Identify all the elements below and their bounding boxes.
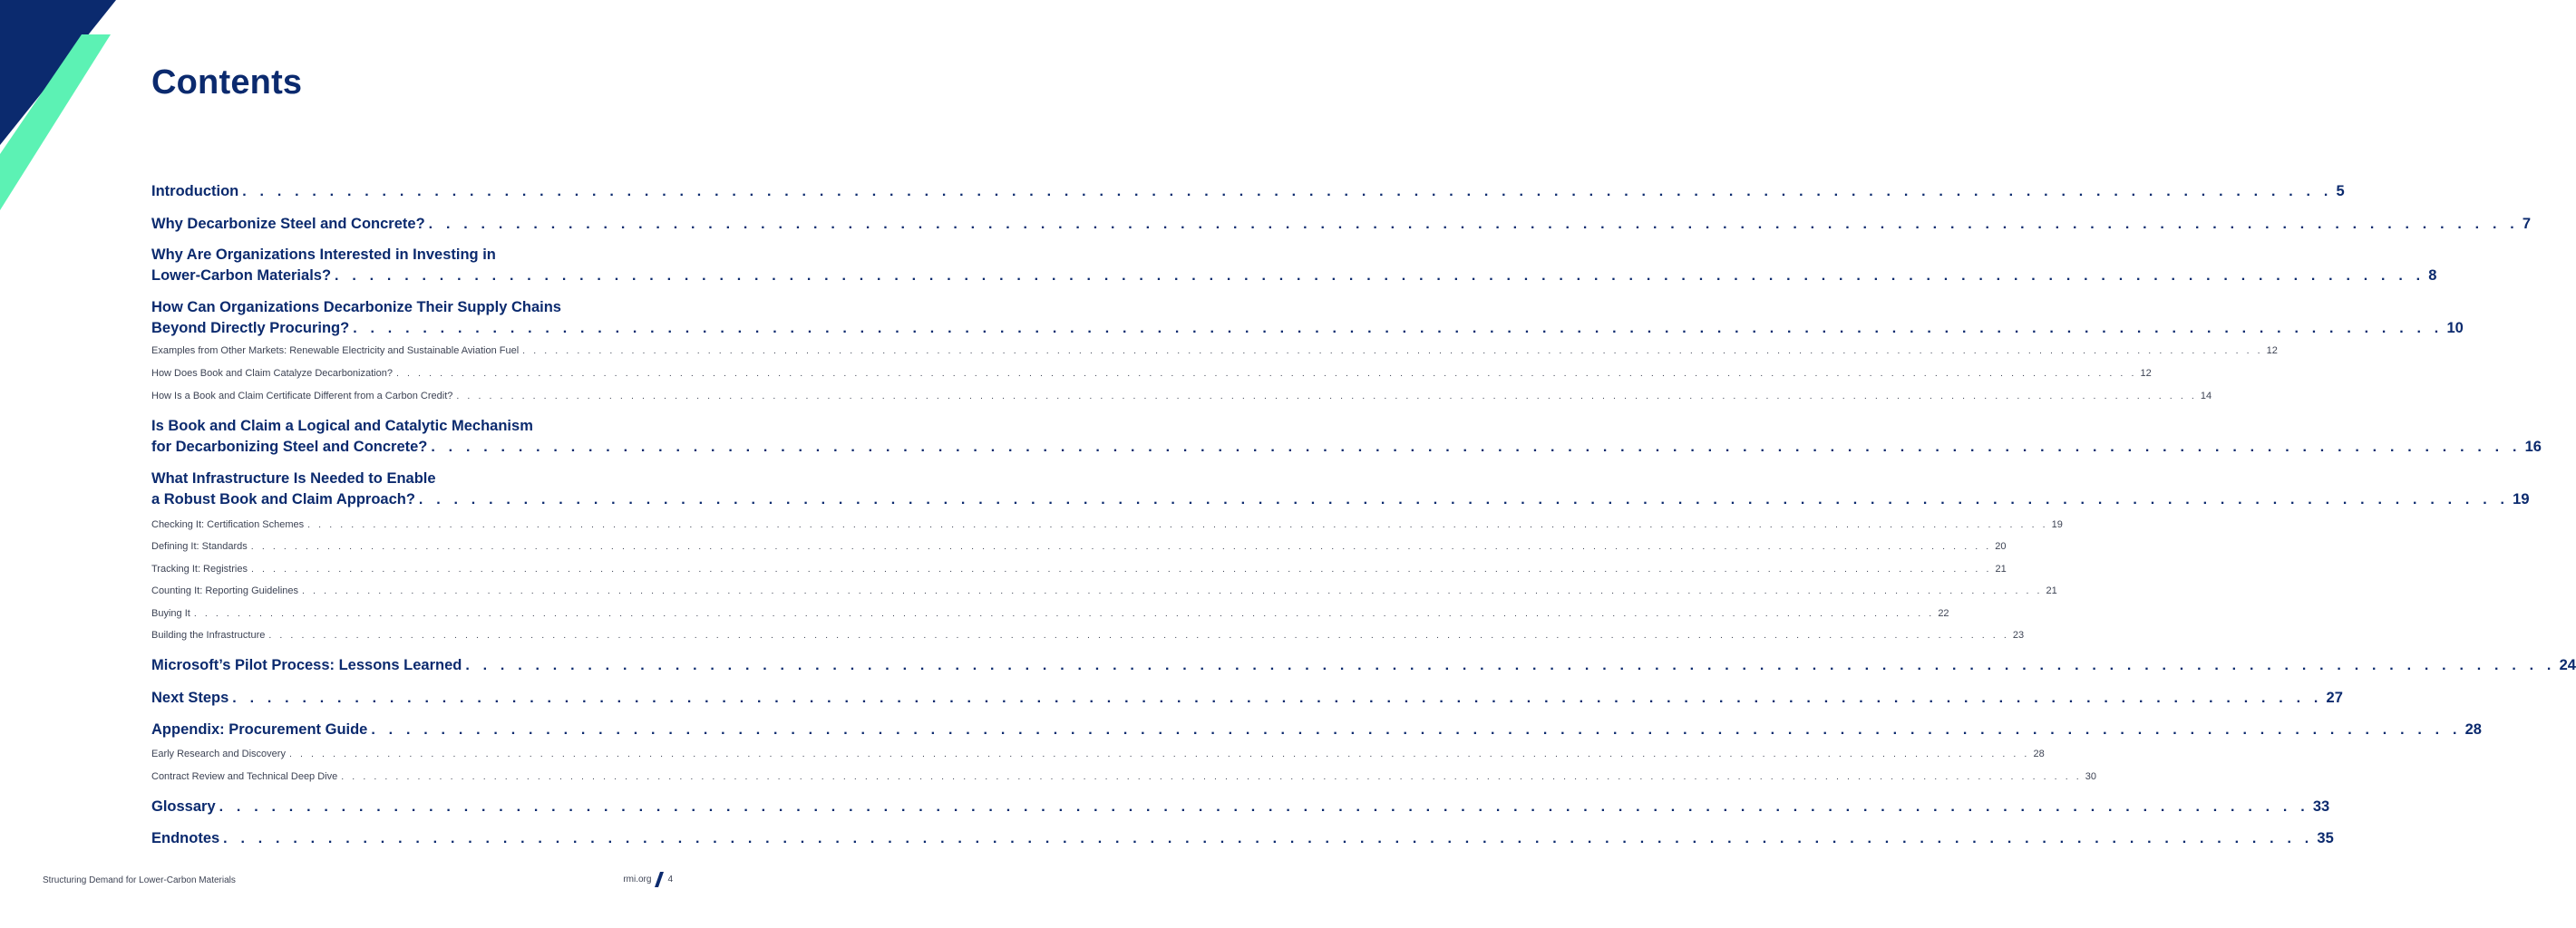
toc-entry-line [151, 796, 2330, 816]
toc-entry[interactable] [151, 416, 2542, 456]
toc-entry-page-number: 21 [2046, 585, 2057, 596]
toc-entry-page-number: 30 [2085, 771, 2096, 782]
slash-mark-icon [655, 872, 664, 887]
toc-entry-line [151, 654, 2576, 674]
toc-entry-line [151, 605, 1949, 619]
dot-leader: . . . . . . . . . . . . . . . . . . . . . . . . . . . . . . . . . . . . . . . . . . . . . . . . . . . . . . . . . . . . . . . . . . . . . . . . . . . . . . . . . . . . . . . . . . . . . . . . . . . . . . . . . . . . . . . . . . . . . . . . . . . . . . . . . . . . . . . . . . . . . . . . . . . . . . . . . . . . . . . . [522, 345, 2263, 356]
toc-entry-line [151, 213, 2532, 233]
dot-leader: . . . . . . . . . . . . . . . . . . . . . . . . . . . . . . . . . . . . . . . . . . . . . . . . . . . . . . . . . . . . . . . . . . . . . . . . . . . . . . . . . . . . . . . . . . . . . . . . . . . . . . . . . . . . . . . . . . . . . . . . [465, 658, 2556, 673]
toc-entry-title-line1: Is Book and Claim a Logical and Catalytic Mechanism [151, 418, 533, 434]
toc-entry-line [151, 180, 2345, 200]
toc-entry-line [151, 538, 2007, 552]
dot-leader: . . . . . . . . . . . . . . . . . . . . . . . . . . . . . . . . . . . . . . . . . . . . . . . . . . . . . . . . . . . . . . . . . . . . . . . . . . . . . . . . . . . . . . . . . . . . . . . . . . . . . . . . . . . . . . . . . . . . . . . . [431, 440, 2522, 455]
toc-entry-title: Defining It: Standards [151, 541, 248, 552]
dot-leader: . . . . . . . . . . . . . . . . . . . . . . . . . . . . . . . . . . . . . . . . . . . . . . . . . . . . . . . . . . . . . . . . . . . . . . . . . . . . . . . . . . . . . . . . . . . . . . . . . . . . . . . . . . . . . . . . . . . . . . . . . . . . . . . . . . . . . . . . . . . . . . . . . . . . . . . . . . . . . . . . [302, 585, 2043, 596]
footer-report-title: Structuring Demand for Lower-Carbon Materials [43, 875, 236, 885]
toc-entry-title: Contract Review and Technical Deep Dive [151, 771, 338, 782]
dot-leader: . . . . . . . . . . . . . . . . . . . . . . . . . . . . . . . . . . . . . . . . . . . . . . . . . . . . . . . . . . . . . . . . . . . . . . . . . . . . . . . . . . . . . . . . . . . . . . . . . . . . . . . . . . . . . . . . . . . . . . . . . . . . . . . . . . . . . . . . . . . . . . . . . . . . . . . . . . . . . . . . [268, 630, 2009, 641]
toc-entry-page-number: 16 [2524, 439, 2542, 455]
toc-entry-title: Introduction [151, 183, 239, 199]
toc-entry-title: Lower-Carbon Materials? [151, 267, 332, 284]
toc-entry[interactable] [151, 605, 1949, 619]
dot-leader: . . . . . . . . . . . . . . . . . . . . . . . . . . . . . . . . . . . . . . . . . . . . . . . . . . . . . . . . . . . . . . . . . . . . . . . . . . . . . . . . . . . . . . . . . . . . . . . . . . . . . . . . . . . . . . . . . . . . . . . . [335, 268, 2425, 284]
toc-entry-title-line1: What Infrastructure Is Needed to Enable [151, 470, 436, 487]
toc-entry-title: Next Steps [151, 690, 229, 706]
toc-entry-line [151, 687, 2343, 707]
toc-entry-page-number: 22 [1938, 608, 1949, 619]
toc-entry[interactable] [151, 687, 2343, 707]
toc-entry-line [151, 561, 2007, 575]
toc-entry-page-number: 19 [2051, 519, 2063, 530]
dot-leader: . . . . . . . . . . . . . . . . . . . . . . . . . . . . . . . . . . . . . . . . . . . . . . . . . . . . . . . . . . . . . . . . . . . . . . . . . . . . . . . . . . . . . . . . . . . . . . . . . . . . . . . . . . . . . . . . . . . . . . . . . . . . . . . . . . . . . . . . . . . . . . . . . . . . . . . . . . . . . . . . [456, 391, 2197, 401]
footer-page-number: 4 [667, 875, 673, 884]
toc-entry-title-line1: Why Are Organizations Interested in Investing in [151, 246, 496, 263]
toc-entry-line [151, 317, 2464, 337]
toc-entry[interactable] [151, 388, 2212, 401]
toc-entry[interactable] [151, 768, 2096, 782]
toc-entry-line [151, 768, 2096, 782]
toc-entry-title: Buying It [151, 608, 190, 619]
toc-entry-title: Endnotes [151, 830, 220, 846]
toc-entry-page-number: 20 [1995, 541, 2007, 552]
dot-leader: . . . . . . . . . . . . . . . . . . . . . . . . . . . . . . . . . . . . . . . . . . . . . . . . . . . . . . . . . . . . . . . . . . . . . . . . . . . . . . . . . . . . . . . . . . . . . . . . . . . . . . . . . . . . . . . . . . . . . . . . [428, 217, 2519, 232]
toc-entry[interactable] [151, 538, 2007, 552]
toc-entry[interactable] [151, 796, 2330, 816]
toc-entry-page-number: 23 [2012, 630, 2025, 641]
toc-entry[interactable] [151, 719, 2482, 739]
toc-entry[interactable] [151, 245, 2437, 285]
toc-entry-page-number: 35 [2317, 830, 2334, 846]
toc-entry[interactable] [151, 297, 2464, 337]
toc-entry[interactable] [151, 213, 2532, 233]
dot-leader: . . . . . . . . . . . . . . . . . . . . . . . . . . . . . . . . . . . . . . . . . . . . . . . . . . . . . . . . . . . . . . . . . . . . . . . . . . . . . . . . . . . . . . . . . . . . . . . . . . . . . . . . . . . . . . . . . . . . . . . . [219, 799, 2309, 815]
toc-entry-title: Tracking It: Registries [151, 564, 248, 575]
toc-entry-line [151, 627, 2025, 641]
toc-entry[interactable] [151, 583, 2057, 596]
toc-entry-line [151, 719, 2482, 739]
dot-leader: . . . . . . . . . . . . . . . . . . . . . . . . . . . . . . . . . . . . . . . . . . . . . . . . . . . . . . . . . . . . . . . . . . . . . . . . . . . . . . . . . . . . . . . . . . . . . . . . . . . . . . . . . . . . . . . . . . . . . . . . . . . . . . . . . . . . . . . . . . . . . . . . . . . . . . . . . . . . . . . . [288, 749, 2030, 759]
toc-entry-title: How Does Book and Claim Catalyze Decarbonization? [151, 368, 393, 379]
toc-entry-line [151, 827, 2334, 847]
toc-entry[interactable] [151, 627, 2025, 641]
toc-entry-title: How Is a Book and Claim Certificate Different from a Carbon Credit? [151, 391, 453, 401]
toc-entry[interactable] [151, 365, 2152, 379]
toc-entry-page-number: 21 [1995, 564, 2007, 575]
toc-entry-page-number: 27 [2326, 690, 2343, 706]
toc-entry-line [151, 365, 2152, 379]
dot-leader: . . . . . . . . . . . . . . . . . . . . . . . . . . . . . . . . . . . . . . . . . . . . . . . . . . . . . . . . . . . . . . . . . . . . . . . . . . . . . . . . . . . . . . . . . . . . . . . . . . . . . . . . . . . . . . . . . . . . . . . . . . . . . . . . . . . . . . . . . . . . . . . . . . . . . . . . . . . . . . . . [250, 541, 1992, 552]
toc-entry-page-number: 12 [2140, 368, 2152, 379]
toc-entry[interactable] [151, 746, 2045, 759]
footer-page-info [623, 872, 673, 887]
toc-entry-line [151, 265, 2437, 285]
toc-entry-title-line1: How Can Organizations Decarbonize Their Supply Chains [151, 299, 561, 315]
toc-entry-page-number: 8 [2428, 267, 2437, 284]
toc-entry[interactable] [151, 469, 2530, 508]
toc-entry-line [151, 517, 2063, 530]
toc-entry[interactable] [151, 517, 2063, 530]
dot-leader: . . . . . . . . . . . . . . . . . . . . . . . . . . . . . . . . . . . . . . . . . . . . . . . . . . . . . . . . . . . . . . . . . . . . . . . . . . . . . . . . . . . . . . . . . . . . . . . . . . . . . . . . . . . . . . . . . . . . . . . . . . . . . . . . . . . . . . . . . . . . . . . . . . . . . . . . . . . . . . . . [395, 368, 2137, 379]
toc-entry-line [151, 436, 2542, 456]
toc-entry[interactable] [151, 343, 2278, 356]
toc-entry[interactable] [151, 654, 2576, 674]
toc-entry-page-number: 28 [2464, 721, 2482, 738]
toc-entry-line [151, 746, 2045, 759]
footer-site: rmi.org [623, 875, 652, 884]
toc-entry-page-number: 33 [2312, 798, 2330, 815]
dot-leader: . . . . . . . . . . . . . . . . . . . . . . . . . . . . . . . . . . . . . . . . . . . . . . . . . . . . . . . . . . . . . . . . . . . . . . . . . . . . . . . . . . . . . . . . . . . . . . . . . . . . . . . . . . . . . . . . . . . . . . . . [242, 184, 2333, 199]
toc-entry[interactable] [151, 827, 2334, 847]
toc-entry-title: Counting It: Reporting Guidelines [151, 585, 299, 596]
toc-entry-title: for Decarbonizing Steel and Concrete? [151, 439, 428, 455]
dot-leader: . . . . . . . . . . . . . . . . . . . . . . . . . . . . . . . . . . . . . . . . . . . . . . . . . . . . . . . . . . . . . . . . . . . . . . . . . . . . . . . . . . . . . . . . . . . . . . . . . . . . . . . . . . . . . . . . . . . . . . . . . . . . . . . . . . . . . . . . . . . . . . . . . . . . . . . . . . . . . . . . [193, 608, 1935, 619]
toc-entry-title: Microsoft’s Pilot Process: Lessons Learned [151, 657, 462, 673]
toc-entry-title: Appendix: Procurement Guide [151, 721, 368, 738]
toc-entry-page-number: 19 [2513, 491, 2530, 508]
dot-leader: . . . . . . . . . . . . . . . . . . . . . . . . . . . . . . . . . . . . . . . . . . . . . . . . . . . . . . . . . . . . . . . . . . . . . . . . . . . . . . . . . . . . . . . . . . . . . . . . . . . . . . . . . . . . . . . . . . . . . . . . [418, 492, 2510, 508]
toc-entry-title: Checking It: Certification Schemes [151, 519, 305, 530]
toc-entry-title: Beyond Directly Procuring? [151, 320, 350, 336]
dot-leader: . . . . . . . . . . . . . . . . . . . . . . . . . . . . . . . . . . . . . . . . . . . . . . . . . . . . . . . . . . . . . . . . . . . . . . . . . . . . . . . . . . . . . . . . . . . . . . . . . . . . . . . . . . . . . . . . . . . . . . . . . . . . . . . . . . . . . . . . . . . . . . . . . . . . . . . . . . . . . . . . [341, 771, 2082, 782]
toc-entry-title: Why Decarbonize Steel and Concrete? [151, 216, 425, 232]
toc-entry-line [151, 343, 2278, 356]
toc-entry-page-number: 7 [2522, 216, 2532, 232]
dot-leader: . . . . . . . . . . . . . . . . . . . . . . . . . . . . . . . . . . . . . . . . . . . . . . . . . . . . . . . . . . . . . . . . . . . . . . . . . . . . . . . . . . . . . . . . . . . . . . . . . . . . . . . . . . . . . . . . . . . . . . . . [353, 321, 2444, 336]
toc-entry-title: Glossary [151, 798, 216, 815]
toc-entry-page-number: 5 [2336, 183, 2345, 199]
toc-entry-title: a Robust Book and Claim Approach? [151, 491, 415, 508]
toc-entry-page-number: 14 [2200, 391, 2212, 401]
toc-entry[interactable] [151, 561, 2007, 575]
toc-entry-page-number: 24 [2559, 657, 2576, 673]
dot-leader: . . . . . . . . . . . . . . . . . . . . . . . . . . . . . . . . . . . . . . . . . . . . . . . . . . . . . . . . . . . . . . . . . . . . . . . . . . . . . . . . . . . . . . . . . . . . . . . . . . . . . . . . . . . . . . . . . . . . . . . . [223, 831, 2314, 846]
toc-entry-title: Early Research and Discovery [151, 749, 286, 759]
toc-entry[interactable] [151, 180, 2345, 200]
toc-entry-page-number: 28 [2033, 749, 2045, 759]
toc-entry-line [151, 583, 2057, 596]
corner-stripe-decoration [0, 0, 127, 218]
toc-entry-title: Examples from Other Markets: Renewable Electricity and Sustainable Aviation Fuel [151, 345, 520, 356]
dot-leader: . . . . . . . . . . . . . . . . . . . . . . . . . . . . . . . . . . . . . . . . . . . . . . . . . . . . . . . . . . . . . . . . . . . . . . . . . . . . . . . . . . . . . . . . . . . . . . . . . . . . . . . . . . . . . . . . . . . . . . . . [232, 691, 2323, 706]
dot-leader: . . . . . . . . . . . . . . . . . . . . . . . . . . . . . . . . . . . . . . . . . . . . . . . . . . . . . . . . . . . . . . . . . . . . . . . . . . . . . . . . . . . . . . . . . . . . . . . . . . . . . . . . . . . . . . . . . . . . . . . . . . . . . . . . . . . . . . . . . . . . . . . . . . . . . . . . . . . . . . . . [307, 519, 2048, 530]
dot-leader: . . . . . . . . . . . . . . . . . . . . . . . . . . . . . . . . . . . . . . . . . . . . . . . . . . . . . . . . . . . . . . . . . . . . . . . . . . . . . . . . . . . . . . . . . . . . . . . . . . . . . . . . . . . . . . . . . . . . . . . . . . . . . . . . . . . . . . . . . . . . . . . . . . . . . . . . . . . . . . . . [250, 564, 1992, 575]
toc-entry-line [151, 488, 2530, 508]
toc-entry-page-number: 12 [2266, 345, 2278, 356]
dot-leader: . . . . . . . . . . . . . . . . . . . . . . . . . . . . . . . . . . . . . . . . . . . . . . . . . . . . . . . . . . . . . . . . . . . . . . . . . . . . . . . . . . . . . . . . . . . . . . . . . . . . . . . . . . . . . . . . . . . . . . . . [371, 722, 2462, 738]
page-title: Contents [151, 63, 303, 102]
toc-entry-page-number: 10 [2446, 320, 2464, 336]
toc-entry-line [151, 388, 2212, 401]
toc-entry-title: Building the Infrastructure [151, 630, 266, 641]
